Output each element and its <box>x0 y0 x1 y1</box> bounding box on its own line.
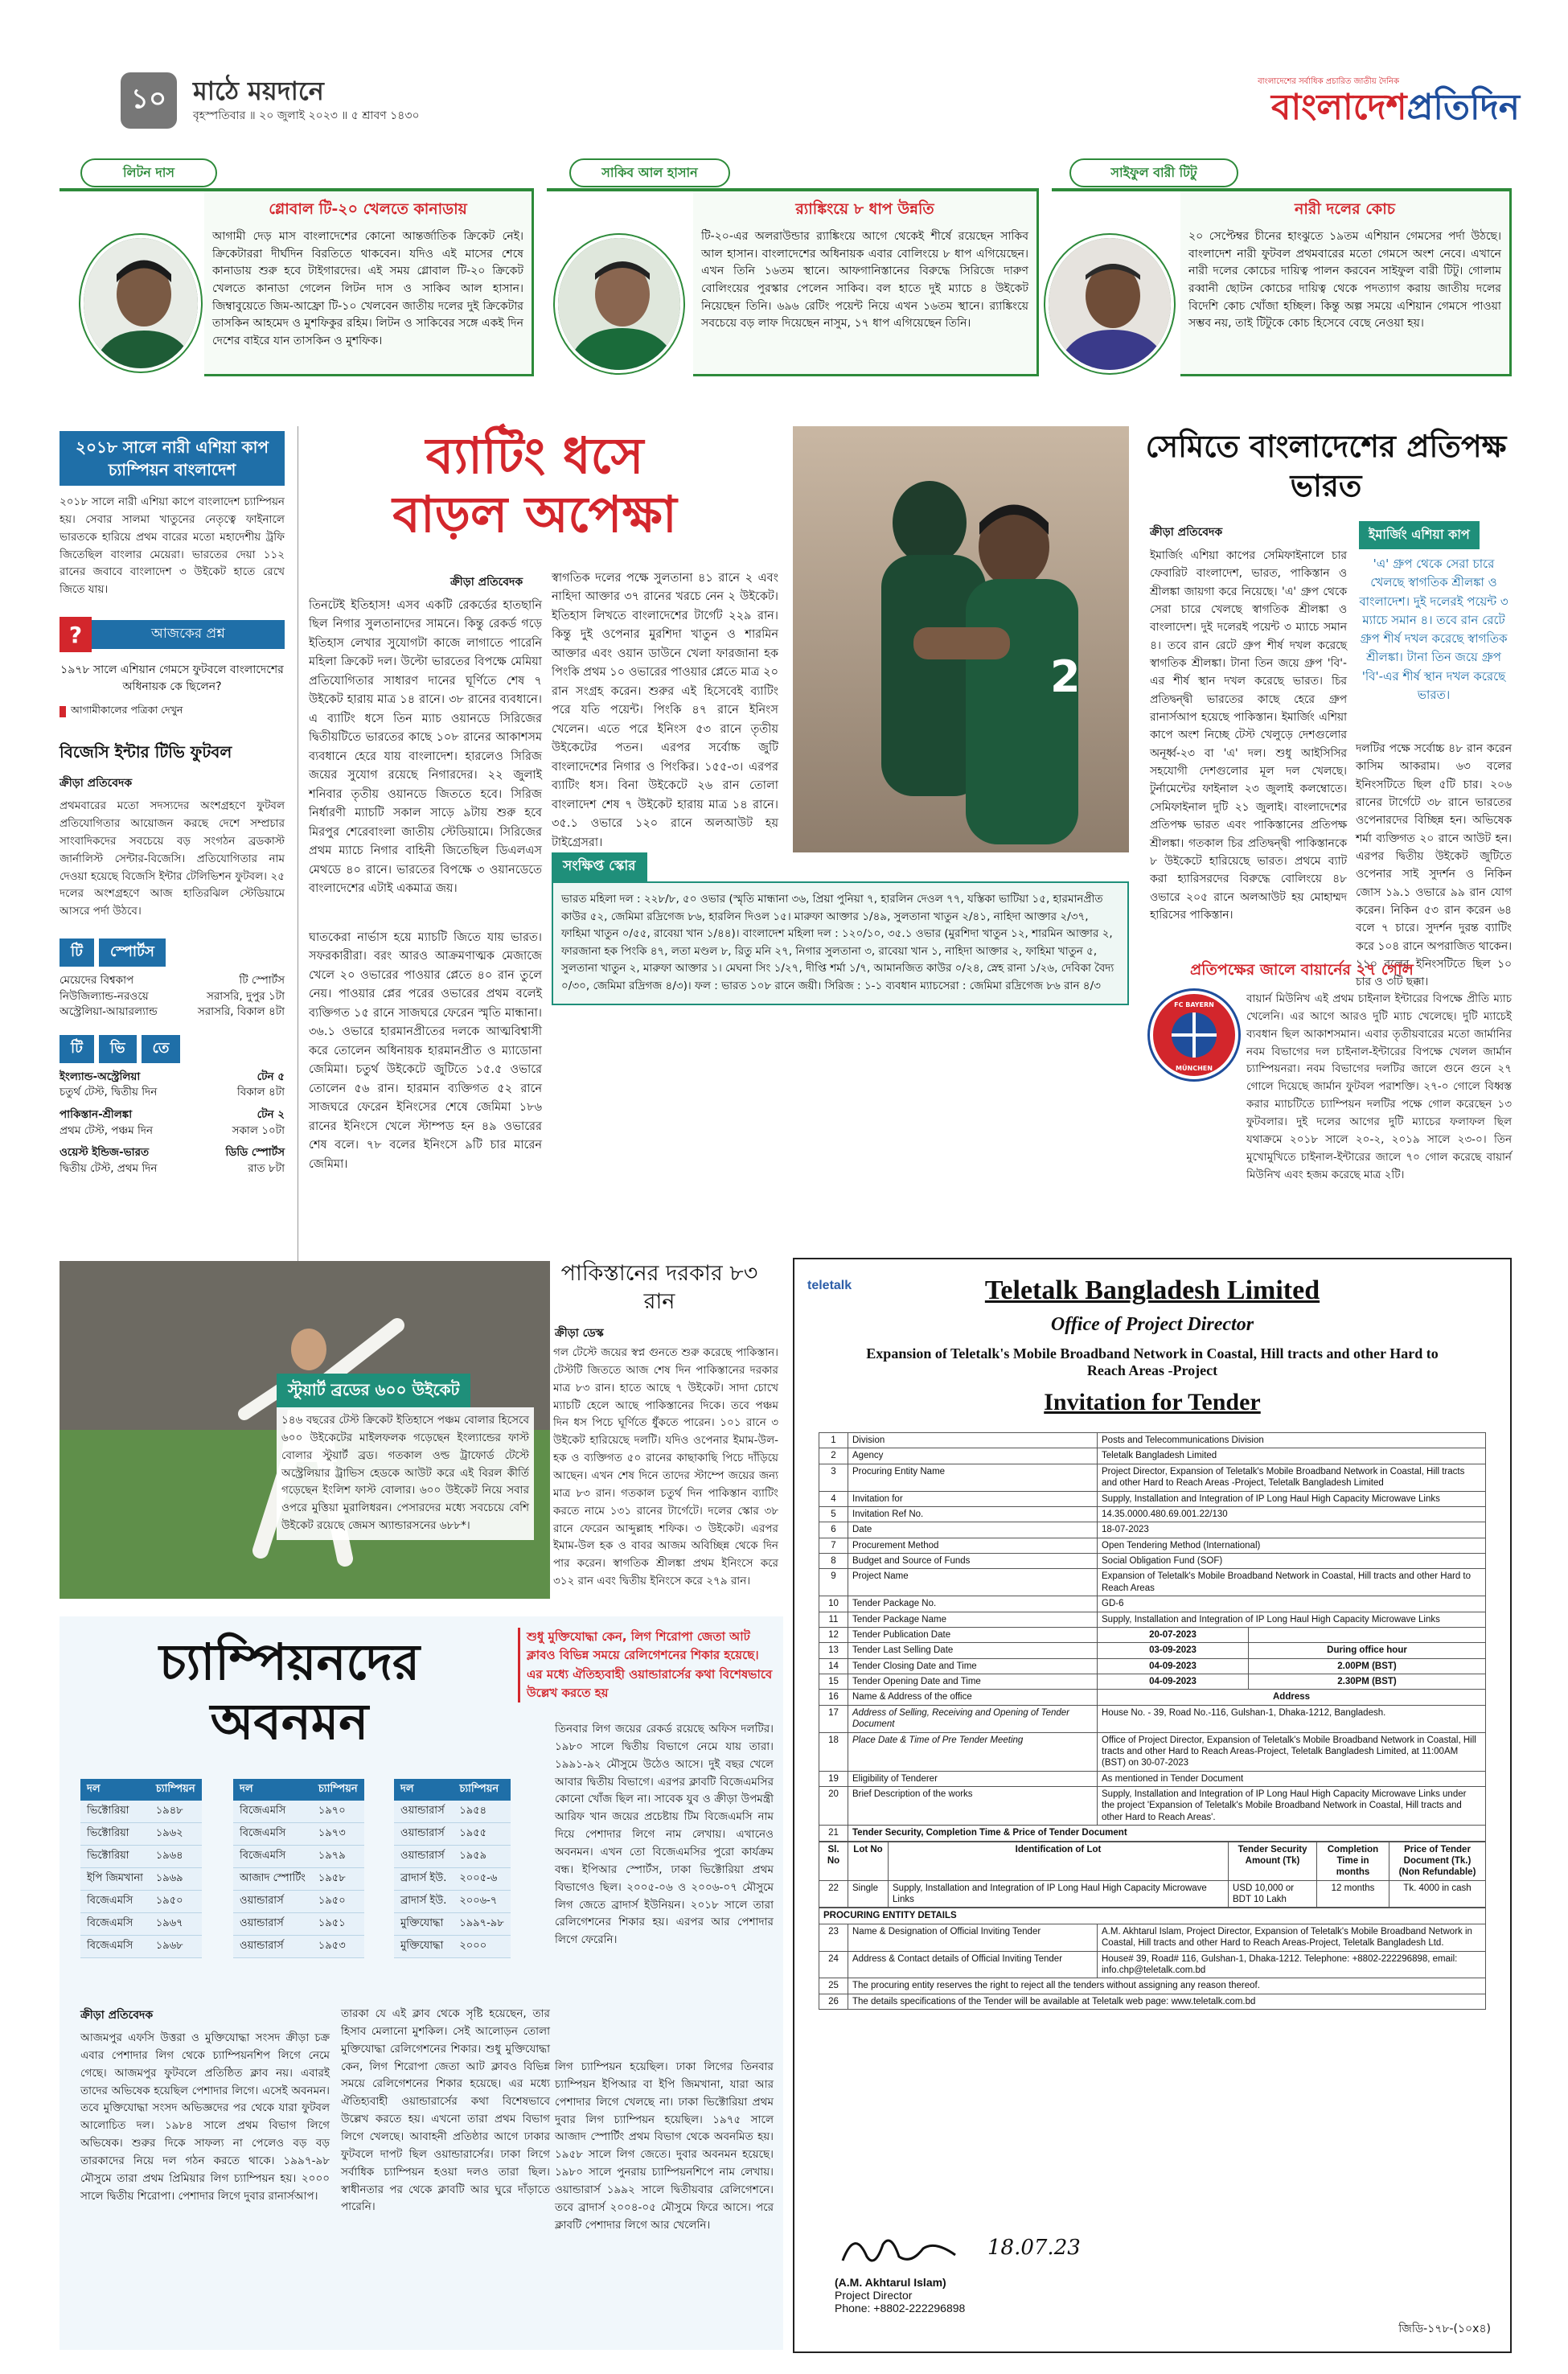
tv-row: দ্বিতীয় টেস্ট, প্রথম দিন রাত ৮টা <box>60 1161 285 1175</box>
profile-name-3: সাইফুল বারী টিটু <box>1069 158 1238 187</box>
profile-card-2 <box>693 191 1039 376</box>
signer-phone: Phone: +8802-222296898 <box>835 2302 966 2314</box>
profile-name-2: সাকিব আল হাসান <box>569 158 730 187</box>
table-row: বিজেএমসি ১৯৭৩ <box>233 1823 364 1846</box>
champ-col-4: লিগ চ্যাম্পিয়ন হয়েছিল। ঢাকা লিগের তিনবার চ্যাম্পিয়ন ইপিআর বা ইপি জিমখানা, যারা আর পেশাদার লিগে খেলছে না। ঢাকা ভিক্টোরিয়া প্রথম দুবার লিগ চ্যাম্পিয়ন হয়েছিল। ১৯৭৫ সালে আজাদ স্পোর্টিং প্রথম বিভাগ থেকে অবনমিত হয়। ১৯৫৮ সালে লিগ জেতে। দুবার অবনমন হয়েছে। ১৯৮০ সালে পুনরায় চ্যাম্পিয়নশিপে নাম লেখায়। ওয়ান্ডারার্স ১৯৯২ সালে দ্বিতীয়বার রেলিগেশনে। তবে ব্রাদার্স ২০০৪-০৫ মৌসুমে ফিরে আসে। পরে ক্লাবটি পেশাদার লিগে আর খেলেনি। <box>555 2060 774 2232</box>
lead-byline: ক্রীড়া প্রতিবেদক <box>450 576 523 589</box>
table-row: Sl. No Lot No Identification of Lot Tender Security Amount (Tk) Completion Time in months Price of Tender Document (Tk.) (Non Refundable) <box>819 1842 1486 1880</box>
semi-byline: ক্রীড়া প্রতিবেদক <box>1150 526 1223 539</box>
table-row: 3 Procuring Entity Name Project Director, Expansion of Teletalk's Mobile Broadband Network in Coastal, Hill tracts and other Hard to Reach Areas -Project, Teletalk Bangladesh Limited <box>819 1464 1486 1491</box>
profile-title-3: নারী দলের কোচ <box>1295 200 1395 218</box>
table-row: 1 Division Posts and Telecommunications Division <box>819 1433 1486 1448</box>
tv-row: ওয়েস্ট ইন্ডিজ-ভারত ডিডি স্পোর্টস <box>60 1146 285 1160</box>
tv-list-2 <box>60 1070 285 1177</box>
table-row: 10 Tender Package No. GD-6 <box>819 1596 1486 1612</box>
profile-card-1 <box>204 191 534 376</box>
table-row: ওয়ান্ডারার্স ১৯৫৪ <box>394 1801 511 1823</box>
table-row: ওয়ান্ডারার্স ১৯৫৫ <box>394 1823 511 1846</box>
champ-table-2: দল চ্যাম্পিয়ন বিজেএমসি ১৯৭০ বিজেএমসি ১৯৭৩ বিজেএমসি ১৯৭৯ আজাদ স্পোর্টিং ১৯৫৮ ওয়ান্ডারার্স ১৯৫০ ওয়ান্ডারার্স ১৯৫১ ওয়ান্ডারার্স ১৯৫৩ <box>233 1779 364 1958</box>
score-head: সংক্ষিপ্ত স্কোর <box>552 852 647 881</box>
tender-project: Expansion of Teletalk's Mobile Broadband Network in Coastal, Hill tracts and other Hard to Reach Areas -Project <box>866 1345 1439 1378</box>
sidebar <box>60 431 285 1177</box>
table-row: 2 Agency Teletalk Bangladesh Limited <box>819 1448 1486 1464</box>
question-icon: ? <box>60 617 92 652</box>
sidebar-box-text: ২০১৮ সালে নারী এশিয়া কাপে বাংলাদেশ চ্যাম্পিয়ন হয়। সেবার সালমা খাতুনের নেতৃত্বে ফাইনালে ভারতকে হারিয়ে প্রথম বারের মতো মহাদেশীয় ট্রফি জিতেছিল বাংলার মেয়েরা। ভারতের দেয়া ১১২ রানের জবাবে বাংলাদেশ ৩ উইকেট হাতে রেখে জিতে যায়। <box>60 495 285 597</box>
signature-icon <box>835 2224 995 2273</box>
tv-row: পাকিস্তান-শ্রীলঙ্কা টেন ২ <box>60 1107 285 1121</box>
table-row: 20 Brief Description of the works Supply, Installation and Integration of IP Long Haul High Capacity Microwave Links under the project 'Expansion of Teletalk's Mobile Broadband Network in Coastal, Hill tracts and other Hard to Reach Areas'. <box>819 1787 1486 1826</box>
table-row: 21 Tender Security, Completion Time & Price of Tender Document <box>819 1826 1486 1841</box>
lead-headline-2: বাড়ল অপেক্ষা <box>392 485 677 544</box>
profile-title-2: র‍্যাঙ্কিংয়ে ৮ ধাপ উন্নতি <box>795 200 934 218</box>
tv-row: ইংল্যান্ড-অস্ট্রেলিয়া টেন ৫ <box>60 1070 285 1083</box>
signature-block <box>835 2224 1081 2314</box>
broad-text: ১৪৬ বছরের টেস্ট ক্রিকেট ইতিহাসে পঞ্চম বোলার হিসেবে ৬০০ উইকেটের মাইলফলক গড়েছেন ইংল্যান্ডের ফাস্ট বোলার স্টুয়ার্ট ব্রড। গতকাল ওল্ড ট্রাফোর্ড টেস্টে অস্ট্রেলিয়ার ট্রাভিস হেডকে আউট করে এই বিরল কীর্তি গড়েছেন ইংলিশ ফাস্ট বোলার। ৬০০ উইকেট নিয়ে সবার ওপরে মুত্তিয়া মুরালিধরন। পেসারদের মধ্যে সবচেয়ে বেশি উইকেট রয়েছে জেমস অ্যান্ডারসনের ৬৮৮*। <box>277 1407 534 1540</box>
profile-name-1: লিটন দাস <box>80 158 217 187</box>
signer-name: (A.M. Akhtarul Islam) <box>835 2276 946 2289</box>
tv-box-4: ভি <box>99 1035 137 1063</box>
tv-row: মেয়েদের বিশ্বকাপ টি স্পোর্টস <box>60 974 285 988</box>
lead-col-3: স্বাগতিক দলের পক্ষে সুলতানা ৪১ রানে ২ এবং নাহিদা আক্তার ৩৭ রানের খরচে নেন ২ উইকেট। ইতিহাস লিখতে বাংলাদেশের টার্গেট ২২৯ রান। কিন্তু দুই ওপেনার মুরশিদা খাতুন ও শারমিন আক্তার এবং ওয়ান ডাউনে খেলা ফারজানা হক পিংকি প্রথম ১০ ওভারের পাওয়ার প্লেতে মাত্র ২০ রান সংগ্রহ করেন। শুরুর এই হিসেবেই ব্যাটিং পরে যতি পয়েন্ট। পিংকি ৪৭ রানে ইনিংস খেলেন। এতে পরে ইনিংস ৫৩ রানে তৃতীয় উইকেটের পতন। এরপর সর্বোচ্চ জুটি বাংলাদেশের নিগার ও পিংকির। ১৫৫-৩। এরপর ব্যাটিং ধস। বিনা উইকেটে ২৬ রান তোলা বাংলাদেশ শেষ ৭ উইকেট হারায় মাত্র ১৪ রানে। ৩৫.১ ওভারে ১২০ রানে অলআউট হয় টাইগ্রেসরা। <box>552 572 778 849</box>
champ-table-3: দল চ্যাম্পিয়ন ওয়ান্ডারার্স ১৯৫৪ ওয়ান্ডারার্স ১৯৫৫ ওয়ান্ডারার্স ১৯৫৯ ব্রাদার্স ইউ. ২০০৫-৬ ব্রাদার্স ইউ. ২০০৬-৭ মুক্তিযোদ্ধা ১৯৯৭-৯৮ মুক্তিযোদ্ধা ২০০০ <box>394 1779 511 1958</box>
table-row: 8 Budget and Source of Funds Social Obligation Fund (SOF) <box>819 1554 1486 1569</box>
table-row: 4 Invitation for Supply, Installation and Integration of IP Long Haul High Capacity Microwave Links <box>819 1491 1486 1506</box>
table-row: ওয়ান্ডারার্স ১৯৫৩ <box>233 1936 364 1958</box>
table-row: ভিক্টোরিয়া ১৯৬২ <box>80 1823 202 1846</box>
table-row: বিজেএমসি ১৯৫০ <box>80 1891 202 1913</box>
champ-headline-1: চ্যাম্পিয়নদের <box>158 1633 421 1691</box>
table-row: 12 Tender Publication Date 20-07-2023 <box>819 1627 1486 1642</box>
tv-list-1 <box>60 973 285 1021</box>
table-row: 7 Procurement Method Open Tendering Method (International) <box>819 1538 1486 1553</box>
table-row: ওয়ান্ডারার্স ১৯৫১ <box>233 1913 364 1936</box>
tv-row: চতুর্থ টেস্ট, দ্বিতীয় দিন বিকাল ৪টা <box>60 1086 285 1099</box>
table-row: মুক্তিযোদ্ধা ১৯৯৭-৯৮ <box>394 1913 511 1936</box>
section-title: মাঠে ময়দানে <box>193 76 324 106</box>
quiz-label: আজকের প্রশ্ন <box>92 620 285 649</box>
pak-byline: ক্রীড়া ডেস্ক <box>555 1327 604 1340</box>
champ-headline <box>72 1633 507 1752</box>
table-row: বিজেএমসি ১৯৬৮ <box>80 1936 202 1958</box>
profile-card-3 <box>1180 191 1512 376</box>
champ-col-1: আজমপুর এফসি উত্তরা ও মুক্তিযোদ্ধা সংসদ ক্রীড়া চক্র এবার পেশাদার লিগ থেকে চ্যাম্পিয়নশিপ লিগে নেমে গেছে। আজমপুর ফুটবলে প্রতিষ্ঠিত ক্লাব নয়। এবারই তাদের অভিষেক হয়েছিল পেশাদার লিগে। এসেই অবনমন। তবে মুক্তিযোদ্ধা সংসদ অভিজ্ঞদের পর থেকে যারা ফুটবল আলোচিত দল। ১৯৮৪ সালে প্রথম বিভাগ লিগে অভিষেক। শুরুর দিকে সাফল্য না পেলেও বড় বড় তারকাদের নিয়ে দল গঠন করতে থাকে। ১৯৯৭-৯৮ মৌসুমে তারা প্রথম প্রিমিয়ার লিগ চ্যাম্পিয়ন হয়। ২০০০ সালে দ্বিতীয় শিরোপা। পেশাদার লিগে দুবার রানার্সআপ। <box>80 2031 330 2203</box>
profile-title-1: গ্লোবাল টি-২০ খেলতে কানাডায় <box>269 200 467 218</box>
table-row: 13 Tender Last Selling Date 03-09-2023 During office hour <box>819 1643 1486 1658</box>
table-row: 26 The details specifications of the Tender will be available at Teletalk web page: www.teletalk.com.bd <box>819 1994 1486 2009</box>
tv-box-3: টি <box>60 1035 94 1063</box>
football-title: বিজেসি ইন্টার টিভি ফুটবল <box>60 742 232 762</box>
tv-row: অস্ট্রেলিয়া-আয়ারল্যান্ড সরাসরি, বিকাল ৪টা <box>60 1005 285 1019</box>
table-row: আজাদ স্পোর্টিং ১৯৫৮ <box>233 1868 364 1891</box>
table-row: 11 Tender Package Name Supply, Installation and Integration of IP Long Haul High Capacity Microwave Links <box>819 1612 1486 1627</box>
lead-photo <box>793 426 1129 852</box>
avatar-titu <box>1045 235 1174 373</box>
champ-quote: শুধু মুক্তিযোদ্ধা কেন, লিগ শিরোপা জেতা আট ক্লাবও বিভিন্ন সময়ে রেলিগেশনের শিকার হয়েছে। এর মধ্যে ঐতিহ্যবাহী ওয়ান্ডারার্সের কথা বিশেষভাবে উল্লেখ করতে হয় <box>518 1628 775 1702</box>
table-row: মুক্তিযোদ্ধা ২০০০ <box>394 1936 511 1958</box>
quiz-question: ১৯৭৮ সালে এশিয়ান গেমসে ফুটবলে বাংলাদেশের অধিনায়ক কে ছিলেন? <box>60 663 284 694</box>
tv-sports-title <box>60 939 285 967</box>
table-row: বিজেএমসি ১৯৭৯ <box>233 1846 364 1868</box>
table-row: 17 Address of Selling, Receiving and Opening of Tender Document House No. - 39, Road No.-116, Gulshan-1, Dhaka-1212, Bangladesh. <box>819 1705 1486 1732</box>
newspaper-logo[interactable] <box>1271 80 1520 139</box>
table-row: ব্রাদার্স ইউ. ২০০৬-৭ <box>394 1891 511 1913</box>
avatar-shakib <box>555 235 683 373</box>
table-row: ভিক্টোরিয়া ১৯৪৮ <box>80 1801 202 1823</box>
table-row: 14 Tender Closing Date and Time 04-09-2023 2.00PM (BST) <box>819 1658 1486 1674</box>
bayern-text: বায়ার্ন মিউনিখ এই প্রথম চাইনাল ইন্টারের বিপক্ষে প্রীতি ম্যাচ খেলেনি। এর আগে আরও দুটি ম্যাচ খেলেছে। দুটি ম্যাচেই ব্যবধান ছিল আকাশসমান। এবার তৃতীয়বারের মতো জার্মানির নবম বিভাগের দল চাইনাল-ইন্টারের বিপক্ষে খেলল জার্মান চ্যাম্পিয়নরা। নবম বিভাগের দলটির জালে গুনে গুনে ২৭ গোলে দিয়েছে জার্মান ফুটবল পরাশক্তি। ২৭-০ গোলে বিধ্বস্ত করার ম্যাচটিতে চ্যাম্পিয়ন দলটির পক্ষে গোল করেছেন ১৩ ফুটবলার। দুই দলের আগের দুটি ম্যাচের ফলাফল ছিল যথাক্রমে ২০১৮ সালে ২০-২, ২০১৯ সালে ২৩-০। তিন মুখোমুখিতে চাইনাল-ইন্টারের জালে ৭০ গোল করেছে বায়ার্ন মিউনিখ এবং হজম করেছে মাত্র ২টি। <box>1246 992 1512 1181</box>
table-row: ব্রাদার্স ইউ. ২০০৫-৬ <box>394 1868 511 1891</box>
champ-byline: ক্রীড়া প্রতিবেদক <box>80 2009 154 2022</box>
semi-col-1: ইমার্জিং এশিয়া কাপের সেমিফাইনালে চার ফেবারিট বাংলাদেশ, ভারত, পাকিস্তান ও শ্রীলঙ্কা জায়গা করে নিয়েছে। 'এ' গ্রুপ থেকে সেরা চারে খেলছে স্বাগতিক শ্রীলঙ্কা ও বাংলাদেশ। দুই দলেরই পয়েন্ট ৩ ম্যাচে সমান ৪। তবে রান রেটে গ্রুপ শীর্ষ দখল করেছে স্বাগতিক শ্রীলঙ্কা। টানা তিন জয়ে গ্রুপ 'বি'-এর শীর্ষ স্থান দখল করেছে ভারত। চির প্রতিদ্বন্দ্বী ভারতের কাছে হেরে গ্রুপ রানার্সআপ হয়েছে পাকিস্তান। ইমার্জিং এশিয়া কাপে অংশ নিচ্ছে টেস্ট খেলুড়ে দেশগুলোর অনূর্ধ্ব-২৩ বা 'এ' দল। শুধু আইসিসির সহযোগী দেশগুলোর মূল দল খেলছে। টুর্নামেন্টের ফাইনাল ২৩ জুলাই কলম্বোতে। সেমিফাইনাল দুটি ২১ জুলাই। বাংলাদেশের প্রতিপক্ষ ভারত এবং পাকিস্তানের প্রতিপক্ষ শ্রীলঙ্কা। গতকাল চির প্রতিদ্বন্দ্বী পাকিস্তানকে ৮ উইকেটে হারিয়েছে ভারত। প্রথমে ব্যাট করা হ্যারিসরদের বিরুদ্ধে বোলিংয়ে ৪৮ ওভারে ২০৫ রানে অলআউট হয় মোহাম্মদ হারিসের পাকিস্তান। <box>1150 549 1347 922</box>
table-row: 25 The procuring entity reserves the right to reject all the tenders without assigning any reason thereof. <box>819 1978 1486 1994</box>
tender-ad <box>793 1258 1512 2353</box>
pak-headline: পাকিস্তানের দরকার ৮৩ রান <box>560 1261 758 1315</box>
tender-proc-table <box>819 1908 1486 2010</box>
table-row: 6 Date 18-07-2023 <box>819 1522 1486 1538</box>
table-row: 9 Project Name Expansion of Teletalk's Mobile Broadband Network in Coastal, Hill tracts and other Hard to Reach Areas <box>819 1569 1486 1596</box>
champ-col-2: তারকা যে এই ক্লাব থেকে সৃষ্টি হয়েছেন, তার হিসাব মেলানো মুশকিল। সেই আলোড়ন তোলা মুক্তিযোদ্ধা রেলিগেশনের শিকার। শুধু মুক্তিযোদ্ধা কেন, লিগ শিরোপা জেতা আট ক্লাবও বিভিন্ন সময়ে রেলিগেশনের শিকার হয়েছে। এর মধ্যে ঐতিহ্যবাহী ওয়ান্ডারার্সের কথা বিশেষভাবে উল্লেখ করতে হয়। এখনো তারা প্রথম বিভাগ লিগে খেলছে। আবাহনী প্রতিষ্ঠার আগে ঢাকার ফুটবলে দাপট ছিল ওয়ান্ডারার্সের। ঢাকা লিগে সর্বাধিক চ্যাম্পিয়ন হওয়া দলও তারা ছিল। স্বাধীনতার পর থেকে ক্লাবটি আর ঘুরে দাঁড়াতে পারেনি। <box>341 2007 550 2214</box>
semi-tag: ইমার্জিং এশিয়া কাপ <box>1359 521 1480 549</box>
semi-quote: 'এ' গ্রুপ থেকে সেরা চারে খেলছে স্বাগতিক শ্রীলঙ্কা ও বাংলাদেশ। দুই দলেরই পয়েন্ট ৩ ম্যাচে সমান ৪। তবে রান রেটে গ্রুপ শীর্ষ দখল করেছে স্বাগতিক শ্রীলঙ্কা। টানা তিন জয়ে গ্রুপ 'বি'-এর শীর্ষ স্থান দখল করেছে ভারত। <box>1359 557 1508 702</box>
champ-headline-2: অবনমন <box>210 1692 369 1752</box>
table-row: ভিক্টোরিয়া ১৯৬৪ <box>80 1846 202 1868</box>
tv-box-5: তে <box>142 1035 181 1063</box>
table-row: 19 Eligibility of Tenderer As mentioned in Tender Document <box>819 1771 1486 1786</box>
note-marker <box>60 706 66 717</box>
table-row: ওয়ান্ডারার্স ১৯৫৯ <box>394 1846 511 1868</box>
score-text: ভারত মহিলা দল : ২২৮/৮, ৫০ ওভার (স্মৃতি মান্ধানা ৩৬, প্রিয়া পুনিয়া ৭, হারলিন দেওল ৭৭, যস্তিকা ভাটিয়া ১৫, হারমানপ্রীত কাউর ৫২, জেমিমা রদ্রিগেজ ৮৬, হারলিন দিওল ১৫। মারুফা আক্তার ১/৪৯, সুলতানা খাতুন ২/৪১, নাহিদা আক্তার ২/৩৭, ফাহিমা খাতুন ০/৫৫, রাবেয়া খান ১/৪৪)। বাংলাদেশ মহিলা দল : ১২০/১০, ৩৫.১ ওভার (মুরশিদা খাতুন ১২, শারমিন আক্তার ২, ফারজানা হক পিংকি ৪৭, লতা মণ্ডল ৮, রিতু মনি ২৭, নিগার সুলতানা ৩, রাবেয়া খান ১, নাহিদা আক্তার ২, ফাহিমা খাতুন ৫, সুলতানা খাতুন ২, মারুফা আক্তার ১। মেঘনা সিং ১/২৭, দীপ্তি শর্মা ১/৭, আমানজিত কাউর ০/২৪, স্নেহ রানা ১/২৬, দেবিকা বৈদ্য ০/৩০, জেমিমা রদ্রিগজ ৪/৩)। ফল : ভারত ১০৮ রানে জয়ী। সিরিজ : ১-১ ব্যবধান ম্যাচসেরা : জেমিমা রদ্রিগেজ ৮৬ রান ৪/৩ <box>552 881 1129 1005</box>
tender-table <box>819 1432 1486 1842</box>
champ-col-3: তিনবার লিগ জয়ের রেকর্ড রয়েছে অফিস দলটির। ১৯৮০ সালে দ্বিতীয় বিভাগে নেমে যায় তারা। ১৯৯১-৯২ মৌসুমে উঠেও আসে। দুই বছর খেলে আবার দ্বিতীয় বিভাগে। এরপর ক্লাবটি বিজেএমসির কোনো খোঁজ ছিল না। সাবেক যুব ও ক্রীড়া উপমন্ত্রী আরিফ খান জয়ের প্রচেষ্টায় টিম বিজেএমসি নাম দিয়ে পেশাদার লিগে নাম লেখায়। এখানেও অবনমন। এখন তো বিজেএমসির পুরো কার্যক্রম বন্ধ। ইপিআর স্পোর্টস, ঢাকা ভিক্টোরিয়া প্রথম বিভাগেও ছিল। ২০০৫-০৬ ও ২০০৬-০৭ মৌসুমে লিগ জেতে ব্রাদার্স ইউনিয়ন। ২০১৮ সালে তারা রেলিগেশনের শিকার হয়। এরপর আর পেশাদার লিগে ফেরেনি। <box>555 1723 774 1947</box>
tv-row: নিউজিল্যান্ড-নরওয়ে সরাসরি, দুপুর ১টা <box>60 989 285 1003</box>
profile-text-3: ২০ সেপ্টেম্বর চীনের হাংঝুতে ১৯তম এশিয়ান গেমসের পর্দা উঠছে। বাংলাদেশ নারী ফুটবল প্রথমবারের মতো গেমসে অংশ নেবে। এখানে নারী দলের কোচের দায়িত্ব পালন করবেন সাইফুল বারী টিটু। গোলাম রব্বানী ছোটন কোচের দায়িত্ব থেকে পদত্যাগ করায় জাতীয় দলের বিদেশি কোচ খোঁজা হচ্ছিল। কিন্তু অল্প সময়ে এশিয়ান গেমসে পাওয়া সম্ভব নয়, তাই টিটুকে কোচ হিসেবে বেছে নেওয়া হয়। <box>1188 230 1501 331</box>
football-text: প্রথমবারের মতো সদস্যদের অংশগ্রহণে ফুটবল প্রতিযোগিতার আয়োজন করছে দেশে সম্প্রচার সাংবাদিকদের সবচেয়ে বড় সংগঠন ব্রডকাস্ট জার্নালিস্ট সেন্টার-বিজেসি। প্রতিযোগিতার নাম দেওয়া হয়েছে বিজেসি ইন্টার টেলিভিশন ফুটবল। ২৫ দলের অংশগ্রহণে আজ হাতিরঝিল স্টেডিয়ামে আসরে পর্দা উঠবে। <box>60 799 285 918</box>
table-row: 16 Name & Address of the office Address <box>819 1690 1486 1705</box>
ad-code: জিডি-১৭৮-(১০x৪) <box>1398 2323 1491 2335</box>
broad-caption: স্টুয়ার্ট ব্রডের ৬০০ উইকেট <box>277 1374 470 1410</box>
pak-text: গল টেস্টে জয়ের স্বপ্ন গুনতে শুরু করেছে পাকিস্তান। টেস্টটি জিততে আজ শেষ দিন পাকিস্তানের দরকার মাত্র ৮৩ রান। হাতে আছে ৭ উইকেট। সাদা চোখে ম্যাচটি হেলে আছে পাকিস্তানের দিকে। তবে পঞ্চম দিন ধস পিচে ঘূর্ণিতে ধুঁকতে পারেন। ১০১ রানে ৩ উইকেট হারিয়েছে দলটি। যদিও ওপেনার ইমাম-উল-হক ও ব্যক্তিগত ৫০ রানের কাছাকাছি পিচে দাঁড়িয়ে আছেন। এখন শেষ দিনে তাদের স্টাম্পে জয়ের জন্য মাত্র ৮৩ রান। গতকাল চতুর্থ দিন পাকিস্তান ব্যাটিং করতে নামে ১৩১ রানের টার্গেটে। দলের স্কোর ৩৮ রানে ফেরেন আব্দুল্লাহ শফিক। ৩ উইকেট। এরপর ইমাম-উল হক ও বাবর আজম অবিচ্ছিন্ন থেকে দিন পার করেন। স্বাগতিক শ্রীলঙ্কা প্রথম ইনিংসে করে ৩১২ রান এবং দ্বিতীয় ইনিংসে করে ২৭৯ রান। <box>553 1346 778 1588</box>
issue-date: বৃহস্পতিবার ॥ ২০ জুলাই ২০২৩ ॥ ৫ শ্রাবণ ১৪৩০ <box>193 109 420 122</box>
table-row: বিজেএমসি ১৯৭০ <box>233 1801 364 1823</box>
tv-box-1: টি <box>60 939 94 967</box>
table-row: 18 Place Date & Time of Pre Tender Meeting Office of Project Director, Expansion of Teletalk's Mobile Broadband Network in Coastal, Hill tracts and other Hard to Reach Areas-Project, Teletalk Bangladesh Limited, at 11:00AM (BST) on 30-07-2023 <box>819 1732 1486 1771</box>
logo-tagline: বাংলাদেশের সর্বাধিক প্রচারিত জাতীয় দৈনিক <box>1258 77 1399 86</box>
sign-date: 18.07.23 <box>987 2236 1081 2260</box>
quiz-note: আগামীকালের পত্রিকা দেখুন <box>71 704 183 717</box>
tv-title-2 <box>60 1035 285 1063</box>
table-row: PROCURING ENTITY DETAILS <box>819 1908 1486 1924</box>
logo-part-2: প্রতিদিন <box>1406 87 1520 128</box>
semi-col-2: দলটির পক্ষে সর্বোচ্চ ৪৮ রান করেন কাসিম আকরাম। ৬৩ বলের ইনিংসটিতে ছিল ৫টি চার। ২০৬ রানের টার্গেটে ৩৮ রানে ভারতের ওপেনারদের বিচ্ছিন্ন হন। অভিষেক শর্মা ব্যক্তিগত ২০ রানে আউট হন। এরপর দ্বিতীয় উইকেট জুটিতে ওপেনার সাই সুদর্শন ও নিকিন জোস ১৯.১ ওভারে ৯৯ রান যোগ করেন। নিকিন ৫৩ রান করেন ৬৪ বলে ৭ চারে। সুদর্শন দুরন্ত ব্যাটিং করে ১০৪ রানে অপরাজিত থাকেন। ১১০ বলের ইনিংসটিতে ছিল ১০ চার ও ৩টি ছক্কা। <box>1356 742 1512 989</box>
tender-company: Teletalk Bangladesh Limited <box>984 1275 1320 1305</box>
semi-headline: সেমিতে বাংলাদেশের প্রতিপক্ষ ভারত <box>1145 428 1507 504</box>
bayern-title: প্রতিপক্ষের জালে বায়ার্নের ২৭ গোল <box>1190 961 1414 979</box>
tv-row: প্রথম টেস্ট, পঞ্চম দিন সকাল ১০টা <box>60 1123 285 1137</box>
football-byline: ক্রীড়া প্রতিবেদক <box>60 777 133 791</box>
table-row: 24 Address & Contact details of Official Inviting Tender House# 39, Road# 116, Gulshan-1, Dhaka-1212. Telephone: +8802-222296898, email: info.chp@teletalk.com.bd <box>819 1951 1486 1978</box>
table-row: 22 Single Supply, Installation and Integration of IP Long Haul High Capacity Microwave Links USD 10,000 or BDT 10 Lakh 12 months Tk. 4000 in cash <box>819 1880 1486 1908</box>
table-row: ওয়ান্ডারার্স ১৯৫০ <box>233 1891 364 1913</box>
logo-part-1: বাংলাদেশ <box>1271 87 1407 128</box>
signer-title: Project Director <box>835 2289 913 2302</box>
svg-text:2: 2 <box>1050 651 1081 702</box>
profile-text-1: আগামী দেড় মাস বাংলাদেশের কোনো আন্তর্জাতিক ক্রিকেট নেই। ক্রিকেটাররা দীর্ঘদিন বিরতিতে থাকবেন। যদিও এই মাসের শেষে কানাডায় শুরু হবে টাইগারদের। এই সময় গ্লোবাল টি-২০ ক্রিকেট খেলতে কানাডা গেলেন লিটন দাস ও সাকিব আল হাসান। জিম্বাবুয়েতে জিম-আফ্রো টি-১০ খেলবেন জাতীয় দলের দুই ক্রিকেটার তাসকিন আহমেদ ও মুশফিকুর রহিম। লিটন ও সাকিবের সঙ্গে একই দিন দেশের বাইরে যান তাসকিন ও মুশফিক। <box>212 230 523 348</box>
tender-lot-table <box>819 1842 1486 1908</box>
table-row: 23 Name & Designation of Official Inviting Tender A.M. Akhtarul Islam, Project Director, Expansion of Teletalk's Mobile Broadband Network in Coastal, Hill tracts and other Hard to Reach Areas-Project, Teletalk Bangladesh Ltd. <box>819 1924 1486 1951</box>
svg-text:MÜNCHEN: MÜNCHEN <box>1176 1065 1213 1072</box>
score-box <box>552 852 1129 1005</box>
lead-headline-1: ব্যাটিং ধসে <box>425 426 644 485</box>
page-number: ১০ <box>121 72 177 129</box>
tender-office: Office of Project Director <box>1050 1314 1254 1335</box>
table-row: 15 Tender Opening Date and Time 04-09-2023 2.30PM (BST) <box>819 1674 1486 1690</box>
bayern-logo-text: FC BAYERN <box>1174 1001 1214 1008</box>
lead-headline <box>306 426 764 544</box>
table-row: 5 Invitation Ref No. 14.35.0000.480.69.001.22/130 <box>819 1506 1486 1522</box>
champ-table-1: দল চ্যাম্পিয়ন ভিক্টোরিয়া ১৯৪৮ ভিক্টোরিয়া ১৯৬২ ভিক্টোরিয়া ১৯৬৪ ইপি জিমখানা ১৯৬৯ বিজেএমসি ১৯৫০ বিজেএমসি ১৯৬৭ বিজেএমসি ১৯৬৮ <box>80 1779 202 1958</box>
bayern-logo-icon <box>1150 991 1238 1079</box>
teletalk-logo: teletalk <box>807 1279 852 1292</box>
avatar-liton <box>80 235 201 372</box>
table-row: বিজেএমসি ১৯৬৭ <box>80 1913 202 1936</box>
tv-box-2: স্পোর্টস <box>99 939 166 967</box>
profile-text-2: টি-২০-এর অলরাউন্ডার র‍্যাঙ্কিংয়ে আগে থেকেই শীর্ষে রয়েছেন সাকিব আল হাসান। বাংলাদেশের অধিনায়ক এবার বোলিংয়ে ৮ ধাপ এগিয়েছেন। এখন তিনি ১৬তম স্থানে। আফগানিস্তানের বিরুদ্ধে সিরিজে দারুণ বোলিংয়ের পুরস্কার পেলেন সাকিব। বল হাতে দুই ম্যাচে ৪ উইকেট নিয়েছেন তিনি। ৬৯৬ রেটিং পয়েন্ট নিয়ে এখন ১৬তম স্থানে। র‍্যাঙ্কিংয়ে সবচেয়ে বড় লাফ দিয়েছেন নাসুম, ১৭ ধাপ এগিয়েছেন তিনি। <box>701 230 1028 331</box>
table-row: ইপি জিমখানা ১৯৬৯ <box>80 1868 202 1891</box>
sidebar-box-title: ২০১৮ সালে নারী এশিয়া কাপ চ্যাম্পিয়ন বাংলাদেশ <box>60 431 285 486</box>
lead-col-1: তিনটেই ইতিহাস! এসব একটি রেকর্ডের হাতছানি ছিল নিগার সুলতানাদের সামনে। কিন্তু রেকর্ড গড়ে ইতিহাস লেখার সুযোগটা কাজে লাগাতে পারেনি মহিলা ক্রিকেট দল। উল্টো ভারতের বিপক্ষে মেমিয়া প্রতিযোগিতার সাধারণ দানের ঘূর্ণিতে শেষ ৭ উইকেট হারায় মাত্র ১৪ রানে। ৩৮ রানের ব্যবধানে। এ ব্যাটিং ধসে তিন ম্যাচ ওয়ানডে সিরিজের দ্বিতীয়টিতে ভারতের কাছে ১০৮ রানের আকাশসম ব্যবধানে হেরে যায় বাংলাদেশ। হারলেও সিরিজ জয়ের সুযোগ রয়েছে নিগারদের। ২২ জুলাই শনিবার তৃতীয় ওয়ানডে জিততে হবে। সিরিজ নির্ধারণী ম্যাচটি সকাল সাড়ে ৯টায় শুরু হবে মিরপুর শেরেবাংলা জাতীয় স্টেডিয়ামে। সিরিজের প্রথম ম্যাচে নিগার বাহিনী জিতেছিল ডিএলএস মেথডে ৪০ রানে। ভারতের বিপক্ষে ৩ ওয়ানডেতে বাংলাদেশের এটাই একমাত্র জয়। <box>309 599 542 896</box>
tender-invite: Invitation for Tender <box>1044 1389 1261 1415</box>
lead-col-2: ঘাতকেরা নার্ভাস হয়ে ম্যাচটি জিতে যায় ভারত। সফরকারীরা। বরং আরও আক্রমণাত্মক মেজাজে খেলে ২০ ওভারের পাওয়ার প্লেতে ৪০ রান তুলে নেয়। পাওয়ার প্লের পরের ওভারের প্রথম বলেই ব্যক্তিগত ১৫ রানে সাজঘরে ফেরেন স্মৃতি মান্ধানা। ৩৬.১ ওভারে হারমানপ্রীতের দলকে আত্মবিশ্বাসী করে তোলেন অধিনায়ক হারমানপ্রীত ও ম্যাডোনা জেমিমা। চতুর্থ উইকেটে জুটিতে ১৫.৫ ওভারে তোলেন ৫৬ রান। হারমান ব্যক্তিগত ৫২ রানে সাজঘরে ফেরেন ইনিংসের শেষে জেমিমা ১৮৬ রানের ইনিংসে খেলে স্টাম্পড হন ৪৯ ওভারের শেষ বলে। ৭৮ বলের ইনিংসে ৯টি চার মারেন জেমিমা। <box>309 931 542 1171</box>
